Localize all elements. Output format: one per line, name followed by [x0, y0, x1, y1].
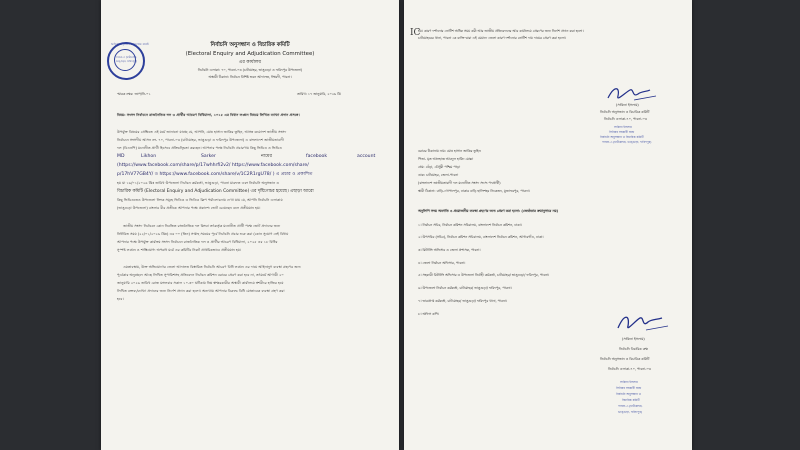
- seal-mid-text: পাবনা-৩ (চাটমোহর,: [116, 56, 138, 59]
- para4-line3: জানুয়ারি ২০২৬ তারিখ রোজ মঙ্গলবার সকাল ১০.৩০ ঘটিকায় নিম্ন স্বাক্ষরকারীর অস্থায়ী কার্যালয়ে স্বশরীরে হাজির হয়ে: [117, 281, 284, 285]
- office-label: এর কার্যালয়: [238, 60, 262, 65]
- stamp-2-line6: ভাঙ্গুড়া, ফরিদপুর): [618, 410, 643, 414]
- para1-line2: নির্বাচনে সংসদীয় আসন নং- ৭০, পাবনা-০৩ (চাটমোহর, ভাঙ্গুড়া ও ফরিদপুর উপজেলা) এ বাংলাদেশ জাতীয়তাবাদী: [117, 138, 284, 142]
- to-line-5: (বাংলাদেশ জাতীয়তাবাদী দল মনোনীত সংসদ সদস্য পদপ্রার্থী): [418, 181, 501, 185]
- para1-line3: দল (বিএনপি) মনোনীত প্রার্থী হিসেবে প্রতিদ্বন্দ্বিতা করছেন। আপনার পক্ষে নির্বাচনি প্রচারণায় কিছু ভিডিও ও ভিডিও: [117, 146, 282, 150]
- facebook-link-2[interactable]: p/17hV77GB4Y/ ও https://www.facebook.com/share/v/1C2R1rgU78/ ) এ প্রচার ও প্রকাশিত: [117, 172, 313, 177]
- signer-2-role-3: নির্বাচনি এলাকা-৭০, পাবনা-০৩: [608, 367, 651, 371]
- para2-line1: হয় যা ১৬/০১/২০২৬ খ্রিঃ তারিখ উপজেলা নির্বাচন কর্মকর্তা, ভাঙ্গুড়া, পাবনা মারফত এবং নির্বাচনি অনুসন্ধান ও: [117, 181, 279, 185]
- copy-line-7: ৭। ভারপ্রাপ্ত কর্মকর্তা, চাটমোহর/ ভাঙ্গুড়া/ ফরিদপুর থানা, পাবনা।: [418, 299, 508, 303]
- para3-line3: আপনার পক্ষে উপর্যুক্ত কার্যক্রম সংসদ নির্বাচনে রাজনৈতিক দল ও প্রার্থীর আচরণ বিধিমালা, ২০২৫ এর ১৮ বিধির: [117, 240, 278, 244]
- para3-line2: নির্ধারিত সময় (২২/০১/২০২৬ খ্রিঃ) এর ০০ (তিন) সপ্তাহ সময়ের পূর্বে নির্বাচনি প্রচার শুরু করা (কোন সুযোগ নেই বিধায়: [117, 232, 289, 236]
- signature-2: [612, 310, 674, 336]
- area-line: নির্বাচনি এলাকা: ৭০, পাবনা-০৩ (চাটমোহর, ভাঙ্গুড়া ও ফরিদপুর উপজেলা): [197, 68, 303, 72]
- account-name-likhon: Likhon: [141, 154, 157, 159]
- stamp-1-line4: পাবনা-৩ (চাটমোহর, ভাঙ্গুড়া, ফরিদপুর): [602, 140, 652, 144]
- to-line-6: স্থায়ী ঠিকানা: বাড়ি-গোপালপুর, ঢাকার বাড়ি হালিশহর নিকেতন, মুজাফরপুর, পাবনা।: [418, 189, 530, 193]
- document-page-left: [101, 0, 399, 450]
- para3-line4: সুস্পষ্ট লঙ্ঘন ও শাস্তিযোগ্য অপরাধ মর্মে এর কমিটির নিকট প্রাথমিকভাবে প্রতীয়মান হয়।: [117, 248, 242, 252]
- to-line-4: ডাক: চাটমোহর, জেলা-পাবনা: [418, 173, 459, 177]
- to-line-1: বরাবর ঠিকানায় নাম: মোঃ হাসান জাকির তুহিন: [418, 149, 481, 153]
- signer-name: (সাকিনা ইসলাম): [616, 103, 639, 107]
- stamp-2-line5: পাবনা-৩ (চাটমোহর,: [618, 404, 643, 408]
- account-name-sarker: Sarker: [201, 154, 216, 159]
- account-facebook: facebook: [306, 154, 327, 159]
- para3-line1: জাতীয় সংসদ নির্বাচনে কোন নিবন্ধিত রাজনৈতিক দল কিংবা তৎকর্তৃক মনোনীত প্রার্থী পক্ষে ভোট প্রদানের জন্য: [123, 224, 281, 228]
- stamp-2-line1: সাকিনা ইসলাম: [620, 380, 638, 384]
- signer-2-role-1: নির্বাচনি বিচারিক কক্ষ: [619, 347, 648, 351]
- org-title-english: (Electoral Enquiry and Adjudication Committee): [185, 51, 315, 57]
- seal-top-text: নির্বাচনি অনুসন্ধান ও বিচারিক কমিটি: [111, 43, 149, 46]
- para2-line3: কিছু ভিডিওতেও উপজেলা লিংক সমূহে ভিডিও ও ভিডিও ক্লিপ পর্যালোচনায় দেখা যায় যে, আপনি নির্বাচনি এলাকায়: [117, 198, 283, 202]
- para4-line2: পূর্বেকার অনুচ্ছেদে আছে লিখিত সুপারিশসহ প্রতিবেদন নির্বাচন কমিশন বরাবর প্রেরণ করা হবে না, তৎমর্মে আগামী ২০: [117, 273, 284, 277]
- copy-line-4: ৪। জেলা নির্বাচন অফিসার, পাবনা।: [418, 261, 466, 265]
- para4-line5: হবে।: [117, 297, 124, 301]
- copy-line-6: ৬। উপজেলা নির্বাচন কর্মকর্তা, চাটমোহর/ ভাঙ্গুড়া/ ফরিদপুর, পাবনা।: [418, 286, 512, 290]
- right-top-line2: চাটমোহরের থানা, পাবনা কে ব্যক্তি দ্বারা এই মেয়াদে জেলা কারণ দর্শানোর নোটিশ দায় দায়ের প্রেরণ করা হলো।: [418, 36, 566, 40]
- handwritten-mark: IC: [410, 28, 421, 38]
- signer-role-1: নির্বাচনি অনুসন্ধান ও বিচারিক কমিটি: [600, 110, 650, 114]
- copy-line-5: ৫। সহকারী রিটার্নিং অফিসার ও উপজেলা নির্বাহী কর্মকর্তা, চাটমোহর/ ভাঙ্গুড়া/ ফরিদপুর, পাবনা।: [418, 273, 550, 277]
- subject-line: বিষয়: সংসদ নির্বাচনে রাজনৈতিক দল ও প্রার্থীর আচরণ বিধিমালা, ২০২৫ এর বিধান লঙ্ঘন বিষয়ে লিখিত ব্যাখ্যা প্রদান প্রসঙ্গে।: [117, 113, 300, 117]
- address-line: অস্থায়ী ঠিকানা: নির্বাচন বিশিষ্ট ভবন আদালত, ঈশ্বরদী, পাবনা।: [208, 75, 292, 79]
- stamp-2-line3: নির্বাচনি অনুসন্ধান ও: [616, 392, 641, 396]
- stamp-1-line3: নির্বাচনি অনুসন্ধান ও বিচারিক কমিটি: [600, 135, 644, 139]
- para2-line2: বিচারিক কমিটি (Electoral Enquiry and Adjudication Committee) এর দৃষ্টিগোচর হয়েছে। এছাড়া আরো: [117, 189, 314, 194]
- stamp-1-line1: সাকিনা ইসলাম: [614, 125, 632, 129]
- to-line-2: পিতা- মৃত আলহাজ্ব আবদুল হামিদ মোল্লা: [418, 157, 474, 161]
- copy-heading: অনুলিপি সদয় অবগতি ও প্রয়োজনীয় ব্যবস্থা গ্রহণের জন্য প্রেরণ করা হলো: (জ্যেষ্ঠতার ক্রমানুসারে নয়): [418, 209, 559, 213]
- account-word: account: [357, 154, 376, 159]
- para2-line4: (ভাঙ্গুড়া উপজেলা) বাংলার বীর প্রতীকে আপনার পক্ষে প্রকাশ্যে ভোট চেয়েছেন বলে প্রতীয়মান হয়।: [117, 206, 261, 210]
- copy-line-3: ৩। রিটার্নিং অফিসার ও জেলা প্রশাসক, পাবনা।: [418, 248, 481, 252]
- para1-line1: উপর্যুক্ত বিষয়ের প্রেক্ষিতে এই মর্মে জানানো যাচ্ছে যে, আপনি, মোঃ হাসান জাকির তুহিন, আসন্ন ত্রয়োদশ জাতীয় সংসদ: [117, 130, 287, 134]
- signer-role-2: নির্বাচনি এলাকা-৭০, পাবনা-০৩: [604, 117, 647, 121]
- facebook-link-1[interactable]: (https://www.facebook.com/share/p/17whhrfi2v2/ https://www.facebook.com/share/: [117, 163, 309, 168]
- para4-line4: লিখিত বক্তব্য/ব্যাখ্যা প্রদানের জন্য নির্দেশ প্রদান করা হলো। অন্যথায় আপনার বিরুদ্ধে বিধি মোতাবেক ব্যবস্থা গ্রহণ করা: [117, 289, 285, 293]
- account-name-md: MD: [117, 154, 125, 159]
- para4-line1: এমতাবস্থায়, উক্ত অভিযোগের জেলা আদালত বিস্তারিত নির্বাচনি আচরণ বিধি লঙ্ঘন এর দায়ে আইনানুগ ব্যবস্থা গ্রহণের জন্য: [123, 265, 301, 269]
- copy-line-2: ২। উপসচিব (সচিব), নির্বাচন কমিশন সচিবালয়, বাংলাদেশ নির্বাচন কমিশন, আগারগাঁও, ঢাকা।: [418, 235, 544, 239]
- stamp-2-line4: বিচারিক কমিটি: [622, 398, 640, 402]
- account-name-suffix: নামের: [261, 154, 272, 159]
- memo-number: স্মারক নম্বর: জাপ/নি-০১: [117, 92, 151, 96]
- memo-date: তারিখ: ১৭ জানুয়ারি, ২০২৬ খ্রি: [297, 92, 341, 96]
- stamp-1-line2: সিনিয়র সহকারী জজ: [609, 130, 635, 134]
- copy-line-1: ১। নির্বাচন সচিব, নির্বাচন কমিশন সচিবালয়, বাংলাদেশ নির্বাচন কমিশন, ঢাকা।: [418, 223, 522, 227]
- stamp-2-line2: সিনিয়র সহকারী জজ: [616, 386, 642, 390]
- to-line-3: গ্রাম: বেঁড়া, চৌধুরী পশ্চিম পাড়া: [418, 165, 461, 169]
- signer-2-name: (সাকিনা ইসলাম): [622, 337, 645, 341]
- right-top-line1: হয়। কারণ দর্শানোর নোটিশ অধিক সময় করী আর জাতীয় প্রতিবেদনের আর কার্যালয়ে প্রেরণের জন্য নির্দেশ প্রদান করা হলো।: [418, 29, 584, 33]
- copy-line-8: ৮। অফিস কপি।: [418, 312, 440, 316]
- document-page-right: [404, 0, 692, 450]
- seal-mid-text-2: ভাঙ্গুড়া, ফরিদপুর): [116, 60, 137, 63]
- signer-2-role-2: নির্বাচনি অনুসন্ধান ও বিচারিক কমিটি: [600, 357, 650, 361]
- org-title: নির্বাচনি অনুসন্ধান ও বিচারিক কমিটি: [210, 42, 290, 48]
- signature-1: [604, 84, 664, 104]
